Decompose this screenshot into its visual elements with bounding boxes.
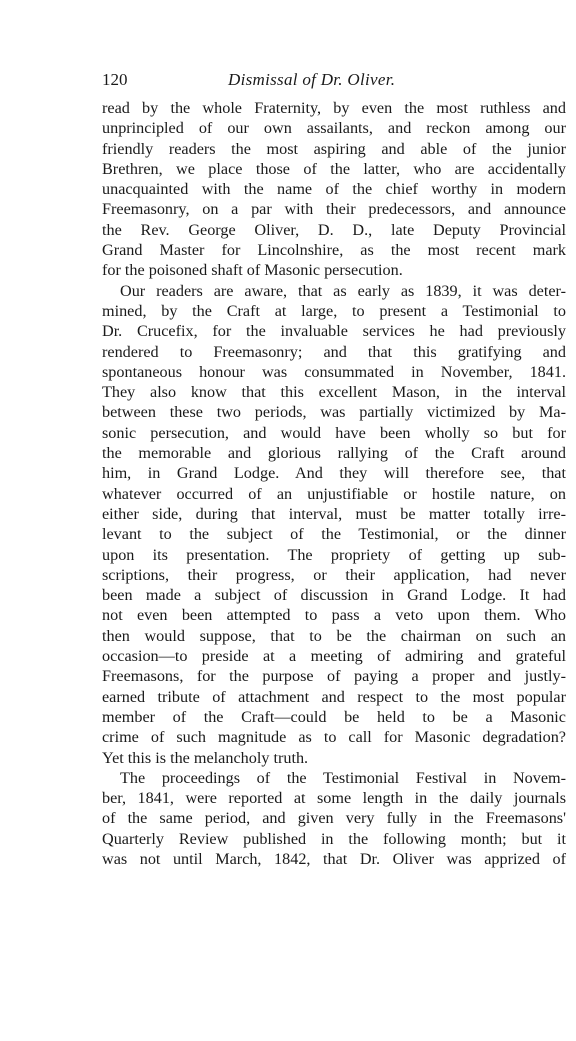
text-line: mined, by the Craft at large, to present a Testimonial to — [102, 301, 566, 320]
text-line: of the same period, and given very fully in the Freemasons' — [102, 809, 566, 828]
text-line: read by the whole Fraternity, by even the most ruthless and — [102, 99, 566, 117]
text-line: They also know that this excellent Mason, in the interval — [102, 383, 566, 402]
text-line: between these two periods, was partially victimized by Ma- — [102, 403, 566, 422]
text-line: sonic persecution, and would have been wholly so but for — [102, 423, 566, 442]
text-line: earned tribute of attachment and respect to the most popular — [102, 687, 566, 706]
text-line: unprincipled of our own assailants, and reckon among our — [102, 119, 566, 138]
running-title: Dismissal of Dr. Oliver. — [228, 70, 396, 89]
text-line: The proceedings of the Testimonial Festival in Novem- — [120, 768, 566, 787]
text-line: him, in Grand Lodge. And they will therefore see, that — [102, 464, 566, 483]
text-line: Grand Master for Lincolnshire, as the most recent mark — [102, 241, 566, 260]
text-line: friendly readers the most aspiring and able of the junior — [102, 139, 566, 158]
paragraph-2 — [102, 281, 566, 768]
text-line: Yet this is the melancholy truth. — [102, 748, 309, 767]
text-line: either side, during that interval, must be matter totally irre- — [102, 504, 566, 523]
text-line: occasion—to preside at a meeting of admiring and grateful — [102, 647, 566, 666]
text-line: levant to the subject of the Testimonial, or the dinner — [102, 525, 566, 544]
text-line: not even been attempted to pass a veto upon them. Who — [102, 606, 566, 625]
text-line: scriptions, their progress, or their application, had never — [102, 565, 566, 584]
body-text — [102, 98, 566, 869]
text-line: Dr. Crucefix, for the invaluable services he had previously — [102, 322, 566, 341]
book-page — [102, 70, 566, 869]
text-line: been made a subject of discussion in Grand Lodge. It had — [102, 586, 566, 605]
text-line: unacquainted with the name of the chief worthy in modern — [102, 180, 566, 199]
paragraph-3 — [102, 768, 566, 869]
text-line: ber, 1841, were reported at some length in the daily journals — [102, 789, 566, 808]
paragraph-1 — [102, 98, 566, 281]
text-line: member of the Craft—could be held to be a Masonic — [102, 707, 566, 726]
text-line: rendered to Freemasonry; and that this gratifying and — [102, 342, 566, 361]
text-line: Freemasonry, on a par with their predecessors, and announce — [102, 200, 566, 219]
text-line: crime of such magnitude as to call for Masonic degradation? — [102, 728, 566, 747]
text-line: whatever occurred of an unjustifiable or hostile nature, on — [102, 484, 566, 503]
text-line: for the poisoned shaft of Masonic persecution. — [102, 261, 403, 280]
text-line: Our readers are aware, that as early as 1839, it was deter- — [120, 281, 566, 300]
text-line: Brethren, we place those of the latter, who are accidentally — [102, 159, 566, 178]
text-line: the memorable and glorious rallying of the Craft around — [102, 444, 566, 463]
text-line: was not until March, 1842, that Dr. Oliver was apprized of — [102, 849, 566, 868]
text-line: then would suppose, that to be the chairman on such an — [102, 626, 566, 645]
text-line: the Rev. George Oliver, D. D., late Deputy Provincial — [102, 220, 566, 239]
text-line: Freemasons, for the purpose of paying a proper and justly- — [102, 667, 566, 686]
page-number: 120 — [102, 70, 128, 89]
text-line: Quarterly Review published in the following month; but it — [102, 829, 566, 848]
text-line: spontaneous honour was consummated in November, 1841. — [102, 362, 566, 381]
page-header — [102, 70, 566, 98]
text-line: upon its presentation. The propriety of getting up sub- — [102, 545, 566, 564]
